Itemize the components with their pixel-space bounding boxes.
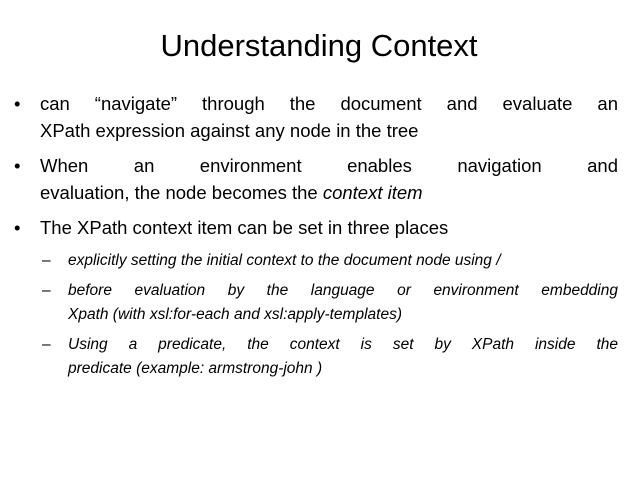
subbullet-marker: – [42, 336, 51, 353]
bullet-text-line: XPath expression against any node in the tree [40, 120, 419, 141]
bullet-text-line: When an environment enables navigation and [40, 155, 618, 176]
subbullet-explicit [42, 249, 618, 273]
context-item-emphasis: context item [322, 182, 423, 203]
bullet-environment [14, 152, 618, 206]
subbullet-before-evaluation [42, 279, 618, 327]
bullet-marker: • [14, 93, 21, 114]
bullet-text-line: The XPath context item can be set in three places [40, 217, 449, 238]
subbullet-text-line: predicate (example: armstrong-john ) [68, 360, 323, 377]
subbullet-text-line: Using a predicate, the context is set by XPath inside the [68, 336, 618, 353]
bullet-text: evaluation, the node becomes the [40, 182, 323, 203]
slide-title: Understanding Context [160, 28, 478, 63]
bullet-three-places [14, 214, 618, 241]
subbullet-text-line: Xpath (with xsl:for-each and xsl:apply-templates) [68, 306, 402, 323]
bullet-navigate [14, 90, 618, 144]
bullet-text-line: can “navigate” through the document and evaluate an [40, 93, 618, 114]
subbullet-text-line: explicitly setting the initial context to the document node using / [68, 252, 501, 269]
bullet-text-line [40, 179, 618, 206]
slide-content [14, 90, 618, 387]
subbullet-marker: – [42, 252, 51, 269]
subbullet-marker: – [42, 282, 51, 299]
bullet-marker: • [14, 155, 21, 176]
subbullet-text-line: before evaluation by the language or environment embedding [68, 282, 618, 299]
bullet-marker: • [14, 217, 21, 238]
subbullet-predicate [42, 333, 618, 381]
